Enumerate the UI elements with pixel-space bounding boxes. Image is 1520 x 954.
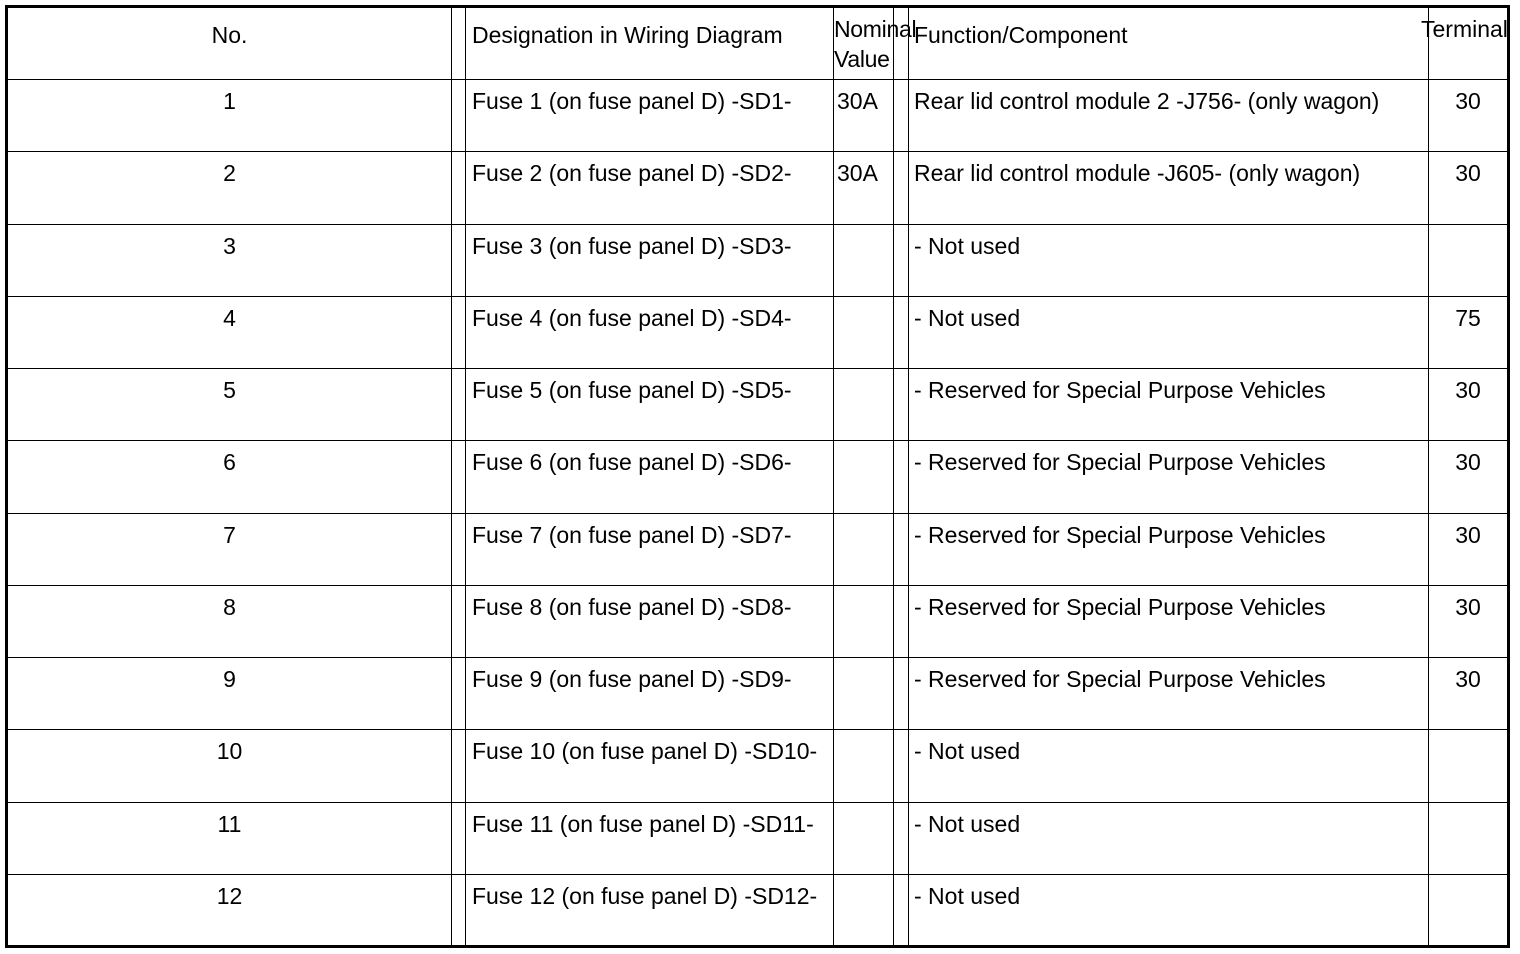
function-component: - Not used bbox=[909, 874, 1429, 946]
spacer-cell bbox=[894, 152, 909, 224]
nominal-value bbox=[834, 874, 894, 946]
spacer-cell bbox=[894, 441, 909, 513]
nominal-value bbox=[834, 730, 894, 802]
table-row bbox=[7, 80, 1509, 152]
spacer-cell bbox=[452, 513, 466, 585]
terminal-number: 30 bbox=[1429, 658, 1509, 730]
spacer-cell bbox=[894, 658, 909, 730]
fuse-number: 9 bbox=[7, 658, 452, 730]
table-row bbox=[7, 369, 1509, 441]
spacer-cell bbox=[894, 730, 909, 802]
terminal-number: 30 bbox=[1429, 369, 1509, 441]
header-nominal-value bbox=[834, 7, 917, 80]
function-component: - Reserved for Special Purpose Vehicles bbox=[909, 513, 1429, 585]
header-no: No. bbox=[7, 7, 452, 80]
nominal-value bbox=[834, 802, 894, 874]
fuse-designation: Fuse 6 (on fuse panel D) -SD6- bbox=[466, 441, 834, 513]
terminal-number bbox=[1429, 802, 1509, 874]
header-nominal-line2: Value bbox=[834, 46, 890, 72]
terminal-number: 30 bbox=[1429, 152, 1509, 224]
table-row bbox=[7, 296, 1509, 368]
table-row bbox=[7, 585, 1509, 657]
header-terminal: Terminal bbox=[1421, 7, 1501, 80]
function-component: - Reserved for Special Purpose Vehicles bbox=[909, 369, 1429, 441]
function-component: Rear lid control module -J605- (only wagon) bbox=[909, 152, 1429, 224]
spacer-cell bbox=[894, 369, 909, 441]
fuse-number: 1 bbox=[7, 80, 452, 152]
spacer-cell bbox=[452, 369, 466, 441]
header-row bbox=[7, 7, 1509, 80]
fuse-number: 2 bbox=[7, 152, 452, 224]
fuse-table bbox=[5, 5, 1510, 948]
terminal-number: 30 bbox=[1429, 513, 1509, 585]
table-row bbox=[7, 802, 1509, 874]
spacer-cell bbox=[452, 80, 466, 152]
function-component: - Reserved for Special Purpose Vehicles bbox=[909, 658, 1429, 730]
function-component: - Reserved for Special Purpose Vehicles bbox=[909, 585, 1429, 657]
function-component: - Not used bbox=[909, 224, 1429, 296]
terminal-number: 30 bbox=[1429, 441, 1509, 513]
nominal-value bbox=[834, 369, 894, 441]
nominal-value bbox=[834, 658, 894, 730]
table-row bbox=[7, 152, 1509, 224]
terminal-number bbox=[1429, 874, 1509, 946]
fuse-number: 10 bbox=[7, 730, 452, 802]
table-row bbox=[7, 441, 1509, 513]
table-body bbox=[7, 80, 1509, 947]
nominal-value: 30A bbox=[834, 152, 894, 224]
fuse-designation: Fuse 7 (on fuse panel D) -SD7- bbox=[466, 513, 834, 585]
fuse-number: 12 bbox=[7, 874, 452, 946]
spacer-cell bbox=[452, 730, 466, 802]
table-row bbox=[7, 658, 1509, 730]
function-component: - Not used bbox=[909, 296, 1429, 368]
fuse-number: 5 bbox=[7, 369, 452, 441]
header-nominal-line1: Nominal bbox=[834, 16, 917, 42]
spacer-cell bbox=[894, 224, 909, 296]
spacer-cell bbox=[452, 658, 466, 730]
fuse-number: 11 bbox=[7, 802, 452, 874]
spacer-cell bbox=[452, 152, 466, 224]
spacer-cell bbox=[894, 585, 909, 657]
header-designation: Designation in Wiring Diagram bbox=[466, 7, 834, 80]
fuse-designation: Fuse 10 (on fuse panel D) -SD10- bbox=[466, 730, 834, 802]
function-component: - Reserved for Special Purpose Vehicles bbox=[909, 441, 1429, 513]
spacer-cell bbox=[894, 296, 909, 368]
fuse-designation: Fuse 11 (on fuse panel D) -SD11- bbox=[466, 802, 834, 874]
spacer-cell bbox=[452, 802, 466, 874]
spacer-cell bbox=[452, 7, 466, 80]
terminal-number: 30 bbox=[1429, 80, 1509, 152]
table-row bbox=[7, 730, 1509, 802]
fuse-designation: Fuse 5 (on fuse panel D) -SD5- bbox=[466, 369, 834, 441]
fuse-designation: Fuse 3 (on fuse panel D) -SD3- bbox=[466, 224, 834, 296]
fuse-designation: Fuse 1 (on fuse panel D) -SD1- bbox=[466, 80, 834, 152]
function-component: - Not used bbox=[909, 802, 1429, 874]
terminal-number: 75 bbox=[1429, 296, 1509, 368]
spacer-cell bbox=[452, 296, 466, 368]
spacer-cell bbox=[452, 874, 466, 946]
function-component: - Not used bbox=[909, 730, 1429, 802]
fuse-number: 4 bbox=[7, 296, 452, 368]
fuse-number: 3 bbox=[7, 224, 452, 296]
nominal-value bbox=[834, 585, 894, 657]
fuse-designation: Fuse 12 (on fuse panel D) -SD12- bbox=[466, 874, 834, 946]
nominal-value bbox=[834, 224, 894, 296]
fuse-designation: Fuse 2 (on fuse panel D) -SD2- bbox=[466, 152, 834, 224]
table-row bbox=[7, 513, 1509, 585]
fuse-number: 7 bbox=[7, 513, 452, 585]
spacer-cell bbox=[894, 513, 909, 585]
table-row bbox=[7, 874, 1509, 946]
fuse-designation: Fuse 4 (on fuse panel D) -SD4- bbox=[466, 296, 834, 368]
fuse-designation: Fuse 9 (on fuse panel D) -SD9- bbox=[466, 658, 834, 730]
function-component: Rear lid control module 2 -J756- (only wagon) bbox=[909, 80, 1429, 152]
fuse-number: 8 bbox=[7, 585, 452, 657]
terminal-number bbox=[1429, 224, 1509, 296]
nominal-value bbox=[834, 296, 894, 368]
nominal-value: 30A bbox=[834, 80, 894, 152]
header-function: Function/Component bbox=[909, 7, 1429, 80]
spacer-cell bbox=[894, 80, 909, 152]
terminal-number bbox=[1429, 730, 1509, 802]
spacer-cell bbox=[894, 874, 909, 946]
fuse-number: 6 bbox=[7, 441, 452, 513]
nominal-value bbox=[834, 513, 894, 585]
fuse-designation: Fuse 8 (on fuse panel D) -SD8- bbox=[466, 585, 834, 657]
spacer-cell bbox=[452, 224, 466, 296]
spacer-cell bbox=[894, 802, 909, 874]
spacer-cell bbox=[452, 585, 466, 657]
nominal-value bbox=[834, 441, 894, 513]
terminal-number: 30 bbox=[1429, 585, 1509, 657]
table-row bbox=[7, 224, 1509, 296]
spacer-cell bbox=[452, 441, 466, 513]
